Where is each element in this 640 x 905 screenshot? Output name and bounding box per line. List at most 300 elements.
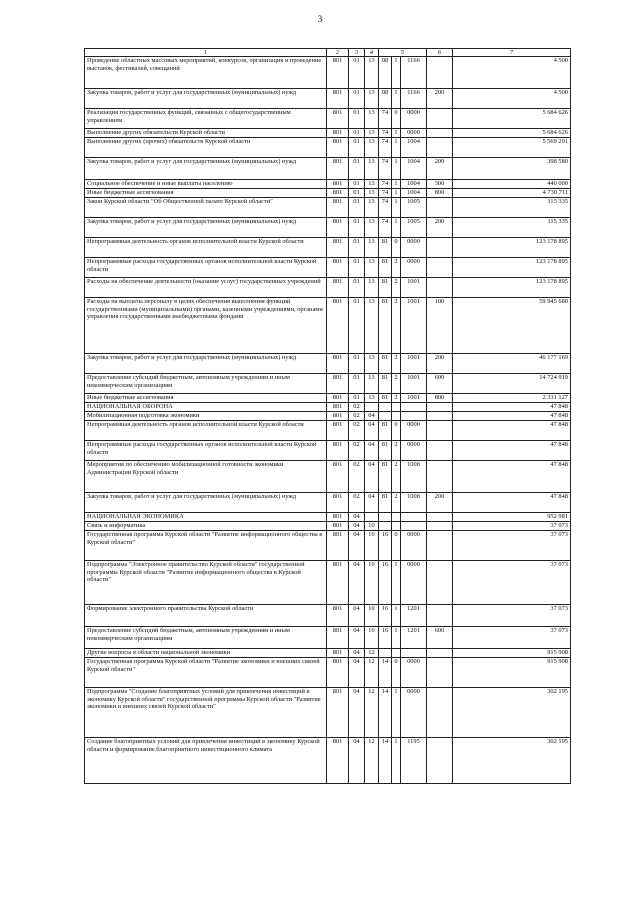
page-number: 3: [317, 14, 323, 24]
code-target-program-cell: 81: [379, 258, 392, 278]
code-subsection-cell: [365, 403, 379, 412]
code-target-item-cell: 1001: [401, 394, 427, 403]
amount-cell: 14 724 919: [453, 374, 571, 394]
code-section-cell: 02: [349, 421, 365, 441]
code-section-cell: 01: [349, 138, 365, 158]
row-name-cell: Выполнение других обязательств Курской области: [85, 129, 327, 138]
code-target-program-cell: 81: [379, 441, 392, 461]
table-row: [85, 138, 571, 158]
code-target-program-cell: 74: [379, 129, 392, 138]
row-name-cell: Предоставление субсидий бюджетным, автономным учреждениям и иным некоммерческим организациям: [85, 627, 327, 649]
code-target-program-cell: 74: [379, 180, 392, 189]
table-row: [85, 522, 571, 531]
amount-cell: 47 848: [453, 412, 571, 421]
code-subsection-cell: 10: [365, 522, 379, 531]
amount-cell: 47 848: [453, 493, 571, 513]
code-admin-cell: 801: [327, 394, 349, 403]
code-target-subprogram-cell: 1: [392, 57, 401, 89]
table-row: [85, 649, 571, 658]
code-admin-cell: 801: [327, 180, 349, 189]
code-expense-type-cell: [427, 522, 453, 531]
code-target-program-cell: 14: [379, 658, 392, 688]
code-expense-type-cell: [427, 688, 453, 738]
code-subsection-cell: 12: [365, 688, 379, 738]
header-cell: 2: [327, 49, 349, 57]
code-target-program-cell: 81: [379, 354, 392, 374]
table-row: [85, 238, 571, 258]
table-row: [85, 180, 571, 189]
row-name-cell: Государственная программа Курской области "Развитие информационного общества в Курской области": [85, 531, 327, 561]
code-target-program-cell: 16: [379, 531, 392, 561]
code-expense-type-cell: [427, 258, 453, 278]
amount-cell: 115 335: [453, 218, 571, 238]
code-target-item-cell: 1008: [401, 493, 427, 513]
table-row: [85, 513, 571, 522]
amount-cell: 37 073: [453, 561, 571, 605]
code-target-item-cell: 1195: [401, 738, 427, 784]
table-row: [85, 412, 571, 421]
code-target-item-cell: 0000: [401, 658, 427, 688]
header-cell: 6: [427, 49, 453, 57]
code-section-cell: 02: [349, 493, 365, 513]
amount-cell: 4 730 711: [453, 189, 571, 198]
code-target-program-cell: 81: [379, 298, 392, 354]
code-target-subprogram-cell: 1: [392, 627, 401, 649]
code-expense-type-cell: [427, 605, 453, 627]
code-admin-cell: 801: [327, 531, 349, 561]
code-target-program-cell: 14: [379, 738, 392, 784]
table-row: [85, 658, 571, 688]
code-expense-type-cell: 800: [427, 189, 453, 198]
code-section-cell: 01: [349, 374, 365, 394]
code-target-program-cell: 74: [379, 189, 392, 198]
code-section-cell: 04: [349, 738, 365, 784]
code-target-program-cell: 81: [379, 238, 392, 258]
code-target-program-cell: 08: [379, 89, 392, 109]
code-subsection-cell: 13: [365, 298, 379, 354]
code-target-subprogram-cell: 2: [392, 374, 401, 394]
code-target-item-cell: 1004: [401, 158, 427, 180]
code-target-item-cell: 1004: [401, 189, 427, 198]
code-subsection-cell: 10: [365, 605, 379, 627]
code-expense-type-cell: [427, 403, 453, 412]
code-target-item-cell: 1001: [401, 354, 427, 374]
code-target-subprogram-cell: 0: [392, 421, 401, 441]
code-subsection-cell: 13: [365, 278, 379, 298]
code-expense-type-cell: 200: [427, 89, 453, 109]
code-target-subprogram-cell: 2: [392, 441, 401, 461]
code-target-item-cell: [401, 412, 427, 421]
code-expense-type-cell: [427, 238, 453, 258]
code-section-cell: 01: [349, 158, 365, 180]
code-admin-cell: 801: [327, 412, 349, 421]
code-target-subprogram-cell: [392, 522, 401, 531]
code-expense-type-cell: 300: [427, 180, 453, 189]
table-body: [85, 57, 571, 784]
code-target-program-cell: 81: [379, 394, 392, 403]
code-section-cell: 01: [349, 89, 365, 109]
code-target-subprogram-cell: [392, 412, 401, 421]
code-section-cell: 02: [349, 441, 365, 461]
code-target-item-cell: 0000: [401, 561, 427, 605]
code-subsection-cell: [365, 513, 379, 522]
code-target-item-cell: 1001: [401, 374, 427, 394]
code-target-item-cell: [401, 522, 427, 531]
amount-cell: 4 500: [453, 57, 571, 89]
table-row: [85, 605, 571, 627]
amount-cell: 5 569 291: [453, 138, 571, 158]
code-section-cell: 04: [349, 561, 365, 605]
code-target-item-cell: [401, 403, 427, 412]
amount-cell: 5 684 626: [453, 129, 571, 138]
amount-cell: 915 908: [453, 649, 571, 658]
code-section-cell: 01: [349, 180, 365, 189]
table-row: [85, 278, 571, 298]
code-expense-type-cell: 200: [427, 158, 453, 180]
code-section-cell: 04: [349, 531, 365, 561]
code-target-subprogram-cell: 2: [392, 394, 401, 403]
code-target-item-cell: 1004: [401, 138, 427, 158]
code-target-program-cell: [379, 513, 392, 522]
code-target-item-cell: 1001: [401, 278, 427, 298]
amount-cell: 37 073: [453, 605, 571, 627]
code-section-cell: 01: [349, 129, 365, 138]
row-name-cell: Социальное обеспечение и иные выплаты населению: [85, 180, 327, 189]
code-target-program-cell: 81: [379, 461, 392, 493]
table-row: [85, 218, 571, 238]
code-target-subprogram-cell: 1: [392, 605, 401, 627]
code-section-cell: 01: [349, 109, 365, 129]
code-target-item-cell: [401, 513, 427, 522]
code-section-cell: 01: [349, 278, 365, 298]
code-target-program-cell: 74: [379, 138, 392, 158]
code-target-item-cell: 1001: [401, 298, 427, 354]
code-subsection-cell: 04: [365, 412, 379, 421]
code-target-program-cell: 74: [379, 158, 392, 180]
amount-cell: 915 908: [453, 658, 571, 688]
amount-cell: 440 000: [453, 180, 571, 189]
code-target-subprogram-cell: 2: [392, 258, 401, 278]
code-admin-cell: 801: [327, 441, 349, 461]
code-expense-type-cell: [427, 57, 453, 89]
code-admin-cell: 801: [327, 627, 349, 649]
table-row: [85, 493, 571, 513]
table-row: [85, 374, 571, 394]
code-expense-type-cell: [427, 658, 453, 688]
code-admin-cell: 801: [327, 109, 349, 129]
code-admin-cell: 801: [327, 522, 349, 531]
code-expense-type-cell: [427, 461, 453, 493]
code-target-item-cell: 1201: [401, 605, 427, 627]
code-subsection-cell: 13: [365, 238, 379, 258]
code-target-program-cell: 16: [379, 627, 392, 649]
amount-cell: 123 178 895: [453, 258, 571, 278]
code-subsection-cell: 13: [365, 89, 379, 109]
code-target-program-cell: [379, 412, 392, 421]
code-expense-type-cell: [427, 412, 453, 421]
row-name-cell: Закон Курской области "Об Общественной палате Курской области": [85, 198, 327, 218]
code-target-subprogram-cell: 0: [392, 531, 401, 561]
amount-cell: 123 178 895: [453, 278, 571, 298]
code-target-program-cell: 81: [379, 374, 392, 394]
code-target-subprogram-cell: 1: [392, 189, 401, 198]
row-name-cell: Другие вопросы в области национальной экономики: [85, 649, 327, 658]
code-section-cell: 04: [349, 513, 365, 522]
code-section-cell: 01: [349, 218, 365, 238]
table-row: [85, 129, 571, 138]
amount-cell: 123 178 895: [453, 238, 571, 258]
table-row: [85, 461, 571, 493]
code-subsection-cell: 04: [365, 461, 379, 493]
table-row: [85, 158, 571, 180]
amount-cell: 37 073: [453, 627, 571, 649]
code-admin-cell: 801: [327, 198, 349, 218]
table-row: [85, 89, 571, 109]
code-target-program-cell: 74: [379, 109, 392, 129]
row-name-cell: Выполнение других (прочих) обязательств Курской области: [85, 138, 327, 158]
row-name-cell: Подпрограмма "Электронное правительство Курской области" государственной программы Курской области "Развитие информационного общества в Курской области": [85, 561, 327, 605]
code-section-cell: 04: [349, 522, 365, 531]
code-target-item-cell: 0000: [401, 531, 427, 561]
code-admin-cell: 801: [327, 238, 349, 258]
code-target-subprogram-cell: 2: [392, 354, 401, 374]
amount-cell: 47 848: [453, 403, 571, 412]
code-expense-type-cell: [427, 561, 453, 605]
code-expense-type-cell: [427, 513, 453, 522]
code-subsection-cell: 13: [365, 258, 379, 278]
code-subsection-cell: 13: [365, 198, 379, 218]
code-admin-cell: 801: [327, 158, 349, 180]
amount-cell: 302 195: [453, 688, 571, 738]
code-admin-cell: 801: [327, 605, 349, 627]
row-name-cell: Непрограммная деятельность органов исполнительной власти Курской области: [85, 421, 327, 441]
row-name-cell: Мероприятия по обеспечению мобилизационной готовности экономики Администрации Курской области: [85, 461, 327, 493]
code-target-subprogram-cell: 1: [392, 89, 401, 109]
code-section-cell: 02: [349, 403, 365, 412]
code-target-subprogram-cell: 1: [392, 738, 401, 784]
code-target-subprogram-cell: 0: [392, 238, 401, 258]
row-name-cell: Связь и информатика: [85, 522, 327, 531]
code-target-item-cell: 1004: [401, 180, 427, 189]
code-admin-cell: 801: [327, 218, 349, 238]
code-expense-type-cell: [427, 649, 453, 658]
code-subsection-cell: 13: [365, 57, 379, 89]
table-row: [85, 441, 571, 461]
row-name-cell: Расходы на выплаты персоналу в целях обеспечения выполнения функций государственными (муниципальными) органами, казенными учреждениями, органами управления государственными внебюджетными фондами: [85, 298, 327, 354]
code-target-program-cell: 14: [379, 688, 392, 738]
row-name-cell: Закупка товаров, работ и услуг для государственных (муниципальных) нужд: [85, 354, 327, 374]
amount-cell: 59 945 680: [453, 298, 571, 354]
code-expense-type-cell: 100: [427, 298, 453, 354]
code-target-subprogram-cell: 2: [392, 461, 401, 493]
code-target-subprogram-cell: 2: [392, 298, 401, 354]
code-target-subprogram-cell: 1: [392, 158, 401, 180]
code-admin-cell: 801: [327, 129, 349, 138]
code-section-cell: 01: [349, 258, 365, 278]
code-expense-type-cell: 800: [427, 394, 453, 403]
code-admin-cell: 801: [327, 738, 349, 784]
table-row: [85, 354, 571, 374]
code-target-subprogram-cell: 1: [392, 180, 401, 189]
code-expense-type-cell: [427, 109, 453, 129]
table-row: [85, 531, 571, 561]
code-target-program-cell: 74: [379, 218, 392, 238]
amount-cell: 4 500: [453, 89, 571, 109]
code-target-subprogram-cell: [392, 513, 401, 522]
row-name-cell: Закупка товаров, работ и услуг для государственных (муниципальных) нужд: [85, 218, 327, 238]
code-subsection-cell: 04: [365, 421, 379, 441]
code-subsection-cell: 12: [365, 649, 379, 658]
table-row: [85, 688, 571, 738]
code-target-item-cell: 0000: [401, 258, 427, 278]
code-target-item-cell: 1005: [401, 198, 427, 218]
code-section-cell: 04: [349, 658, 365, 688]
code-target-item-cell: 1166: [401, 57, 427, 89]
row-name-cell: Проведение областных массовых мероприятий, конкурсов, организация и проведение выставок, фестивалей, совещаний: [85, 57, 327, 89]
code-subsection-cell: 13: [365, 218, 379, 238]
row-name-cell: Предоставление субсидий бюджетным, автономным учреждениям и иным некоммерческим организациям: [85, 374, 327, 394]
code-subsection-cell: 13: [365, 354, 379, 374]
code-expense-type-cell: 200: [427, 493, 453, 513]
code-section-cell: 01: [349, 394, 365, 403]
table-row: [85, 403, 571, 412]
amount-cell: 47 848: [453, 461, 571, 493]
code-admin-cell: 801: [327, 688, 349, 738]
code-target-program-cell: [379, 403, 392, 412]
code-admin-cell: 801: [327, 561, 349, 605]
header-cell: 5: [379, 49, 427, 57]
code-admin-cell: 801: [327, 461, 349, 493]
amount-cell: 398 580: [453, 158, 571, 180]
code-admin-cell: 801: [327, 649, 349, 658]
row-name-cell: Непрограммные расходы государственных органов исполнительной власти Курской области: [85, 441, 327, 461]
code-expense-type-cell: 200: [427, 218, 453, 238]
header-cell: 4: [365, 49, 379, 57]
code-target-item-cell: [401, 649, 427, 658]
code-expense-type-cell: [427, 138, 453, 158]
code-target-program-cell: 81: [379, 278, 392, 298]
code-expense-type-cell: [427, 129, 453, 138]
budget-table: [84, 48, 571, 784]
row-name-cell: Непрограммная деятельность органов исполнительной власти Курской области: [85, 238, 327, 258]
code-section-cell: 04: [349, 649, 365, 658]
code-expense-type-cell: [427, 738, 453, 784]
row-name-cell: Расходы на обеспечение деятельности (оказание услуг) государственных учреждений: [85, 278, 327, 298]
table-row: [85, 298, 571, 354]
code-section-cell: 04: [349, 688, 365, 738]
code-target-program-cell: 16: [379, 561, 392, 605]
code-subsection-cell: 13: [365, 138, 379, 158]
code-subsection-cell: 10: [365, 531, 379, 561]
table-row: [85, 198, 571, 218]
code-target-subprogram-cell: 1: [392, 198, 401, 218]
code-section-cell: 01: [349, 189, 365, 198]
row-name-cell: Государственная программа Курской области "Развитие экономики и внешних связей Курской области": [85, 658, 327, 688]
code-target-program-cell: 81: [379, 493, 392, 513]
amount-cell: 47 848: [453, 441, 571, 461]
table-row: [85, 394, 571, 403]
amount-cell: 37 073: [453, 522, 571, 531]
code-target-subprogram-cell: 1: [392, 129, 401, 138]
code-target-subprogram-cell: [392, 649, 401, 658]
code-section-cell: 01: [349, 298, 365, 354]
code-section-cell: 01: [349, 57, 365, 89]
code-target-item-cell: 1201: [401, 627, 427, 649]
table-row: [85, 57, 571, 89]
row-name-cell: Мобилизационная подготовка экономики: [85, 412, 327, 421]
code-subsection-cell: 13: [365, 109, 379, 129]
code-target-item-cell: 0000: [401, 441, 427, 461]
code-expense-type-cell: 600: [427, 627, 453, 649]
code-admin-cell: 801: [327, 298, 349, 354]
header-row: [85, 49, 571, 57]
row-name-cell: НАЦИОНАЛЬНАЯ ОБОРОНА: [85, 403, 327, 412]
row-name-cell: Закупка товаров, работ и услуг для государственных (муниципальных) нужд: [85, 89, 327, 109]
code-target-subprogram-cell: 0: [392, 109, 401, 129]
code-section-cell: 01: [349, 238, 365, 258]
amount-cell: 952 981: [453, 513, 571, 522]
code-target-program-cell: 16: [379, 605, 392, 627]
code-target-program-cell: [379, 522, 392, 531]
code-target-subprogram-cell: 1: [392, 138, 401, 158]
code-section-cell: 01: [349, 354, 365, 374]
code-section-cell: 01: [349, 198, 365, 218]
amount-cell: 47 848: [453, 421, 571, 441]
table-row: [85, 258, 571, 278]
code-target-item-cell: 1008: [401, 461, 427, 493]
code-subsection-cell: 13: [365, 180, 379, 189]
code-section-cell: 02: [349, 412, 365, 421]
code-expense-type-cell: [427, 531, 453, 561]
table-row: [85, 561, 571, 605]
code-admin-cell: 801: [327, 278, 349, 298]
code-subsection-cell: 13: [365, 394, 379, 403]
code-expense-type-cell: 600: [427, 374, 453, 394]
row-name-cell: Формирование электронного правительства Курской области: [85, 605, 327, 627]
amount-cell: 2 331 127: [453, 394, 571, 403]
code-admin-cell: 801: [327, 513, 349, 522]
code-expense-type-cell: [427, 441, 453, 461]
code-target-program-cell: 08: [379, 57, 392, 89]
code-section-cell: 02: [349, 461, 365, 493]
amount-cell: 46 177 169: [453, 354, 571, 374]
code-target-program-cell: 74: [379, 198, 392, 218]
row-name-cell: НАЦИОНАЛЬНАЯ ЭКОНОМИКА: [85, 513, 327, 522]
code-target-item-cell: 0000: [401, 421, 427, 441]
code-target-item-cell: 0000: [401, 129, 427, 138]
code-admin-cell: 801: [327, 57, 349, 89]
row-name-cell: Закупка товаров, работ и услуг для государственных (муниципальных) нужд: [85, 493, 327, 513]
row-name-cell: Реализация государственных функций, связанных с общегосударственным управлением: [85, 109, 327, 129]
amount-cell: 302 195: [453, 738, 571, 784]
code-subsection-cell: 04: [365, 493, 379, 513]
code-admin-cell: 801: [327, 421, 349, 441]
code-expense-type-cell: [427, 421, 453, 441]
code-target-item-cell: 0000: [401, 688, 427, 738]
table-row: [85, 109, 571, 129]
header-cell: 7: [453, 49, 571, 57]
code-target-item-cell: 1166: [401, 89, 427, 109]
table-row: [85, 627, 571, 649]
code-admin-cell: 801: [327, 658, 349, 688]
row-name-cell: Непрограммные расходы государственных органов исполнительной власти Курской области: [85, 258, 327, 278]
code-target-subprogram-cell: 1: [392, 218, 401, 238]
amount-cell: 37 073: [453, 531, 571, 561]
row-name-cell: Закупка товаров, работ и услуг для государственных (муниципальных) нужд: [85, 158, 327, 180]
code-expense-type-cell: [427, 278, 453, 298]
row-name-cell: Иные бюджетные ассигнования: [85, 189, 327, 198]
code-target-subprogram-cell: 2: [392, 278, 401, 298]
